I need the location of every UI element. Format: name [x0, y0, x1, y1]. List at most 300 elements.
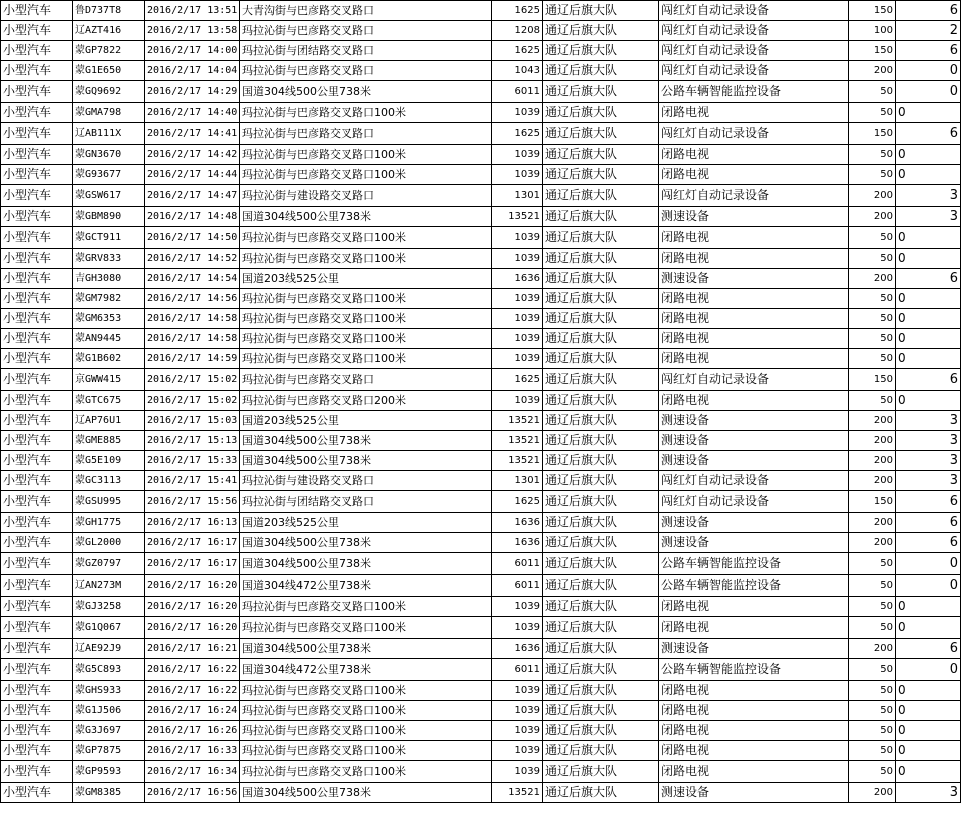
points-cell[interactable]: 0 — [896, 597, 961, 617]
datetime-cell[interactable]: 2016/2/17 14:52 — [145, 249, 240, 269]
vehicle-type-cell[interactable]: 小型汽车 — [1, 659, 73, 681]
datetime-cell[interactable]: 2016/2/17 14:59 — [145, 349, 240, 369]
table-row[interactable] — [1, 207, 961, 227]
location-cell[interactable]: 玛拉沁街与巴彦路交叉路口 — [240, 123, 492, 145]
points-cell[interactable]: 6 — [896, 123, 961, 145]
device-cell[interactable]: 闭路电视 — [659, 349, 849, 369]
location-cell[interactable]: 玛拉沁街与巴彦路交叉路口 — [240, 21, 492, 41]
team-cell[interactable]: 通辽后旗大队 — [543, 411, 659, 431]
fine-amount-cell[interactable]: 50 — [849, 249, 896, 269]
device-cell[interactable]: 公路车辆智能监控设备 — [659, 659, 849, 681]
plate-number-cell[interactable]: 辽AN273M — [73, 575, 145, 597]
violation-code-cell[interactable]: 1208 — [492, 21, 543, 41]
location-cell[interactable]: 国道304线500公里738米 — [240, 207, 492, 227]
violation-code-cell[interactable]: 1039 — [492, 227, 543, 249]
fine-amount-cell[interactable]: 100 — [849, 21, 896, 41]
table-row[interactable] — [1, 513, 961, 533]
location-cell[interactable]: 玛拉沁街与巴彦路交叉路口100米 — [240, 165, 492, 185]
device-cell[interactable]: 闯红灯自动记录设备 — [659, 41, 849, 61]
fine-amount-cell[interactable]: 200 — [849, 639, 896, 659]
team-cell[interactable]: 通辽后旗大队 — [543, 639, 659, 659]
fine-amount-cell[interactable]: 200 — [849, 783, 896, 803]
team-cell[interactable]: 通辽后旗大队 — [543, 659, 659, 681]
points-cell[interactable]: 0 — [896, 741, 961, 761]
team-cell[interactable]: 通辽后旗大队 — [543, 81, 659, 103]
location-cell[interactable]: 国道304线500公里738米 — [240, 783, 492, 803]
plate-number-cell[interactable]: 蒙GJ3258 — [73, 597, 145, 617]
datetime-cell[interactable]: 2016/2/17 14:48 — [145, 207, 240, 227]
team-cell[interactable]: 通辽后旗大队 — [543, 349, 659, 369]
violation-code-cell[interactable]: 1625 — [492, 123, 543, 145]
datetime-cell[interactable]: 2016/2/17 14:50 — [145, 227, 240, 249]
device-cell[interactable]: 测速设备 — [659, 513, 849, 533]
violation-code-cell[interactable]: 1039 — [492, 741, 543, 761]
fine-amount-cell[interactable]: 150 — [849, 123, 896, 145]
team-cell[interactable]: 通辽后旗大队 — [543, 207, 659, 227]
plate-number-cell[interactable]: 蒙GMA798 — [73, 103, 145, 123]
plate-number-cell[interactable]: 蒙G1E650 — [73, 61, 145, 81]
vehicle-type-cell[interactable]: 小型汽车 — [1, 431, 73, 451]
fine-amount-cell[interactable]: 200 — [849, 411, 896, 431]
device-cell[interactable]: 测速设备 — [659, 451, 849, 471]
location-cell[interactable]: 国道304线500公里738米 — [240, 533, 492, 553]
violation-code-cell[interactable]: 1039 — [492, 329, 543, 349]
datetime-cell[interactable]: 2016/2/17 14:44 — [145, 165, 240, 185]
vehicle-type-cell[interactable]: 小型汽车 — [1, 249, 73, 269]
vehicle-type-cell[interactable]: 小型汽车 — [1, 491, 73, 513]
device-cell[interactable]: 公路车辆智能监控设备 — [659, 575, 849, 597]
violation-code-cell[interactable]: 1039 — [492, 681, 543, 701]
datetime-cell[interactable]: 2016/2/17 14:29 — [145, 81, 240, 103]
team-cell[interactable]: 通辽后旗大队 — [543, 269, 659, 289]
location-cell[interactable]: 国道203线525公里 — [240, 411, 492, 431]
team-cell[interactable]: 通辽后旗大队 — [543, 471, 659, 491]
device-cell[interactable]: 闭路电视 — [659, 681, 849, 701]
datetime-cell[interactable]: 2016/2/17 16:26 — [145, 721, 240, 741]
points-cell[interactable]: 0 — [896, 227, 961, 249]
location-cell[interactable]: 国道304线500公里738米 — [240, 451, 492, 471]
fine-amount-cell[interactable]: 50 — [849, 165, 896, 185]
datetime-cell[interactable]: 2016/2/17 14:56 — [145, 289, 240, 309]
vehicle-type-cell[interactable]: 小型汽车 — [1, 575, 73, 597]
vehicle-type-cell[interactable]: 小型汽车 — [1, 681, 73, 701]
violation-code-cell[interactable]: 6011 — [492, 575, 543, 597]
fine-amount-cell[interactable]: 150 — [849, 1, 896, 21]
team-cell[interactable]: 通辽后旗大队 — [543, 451, 659, 471]
device-cell[interactable]: 闭路电视 — [659, 309, 849, 329]
device-cell[interactable]: 闯红灯自动记录设备 — [659, 21, 849, 41]
device-cell[interactable]: 闭路电视 — [659, 165, 849, 185]
table-row[interactable] — [1, 491, 961, 513]
vehicle-type-cell[interactable]: 小型汽车 — [1, 741, 73, 761]
points-cell[interactable]: 0 — [896, 553, 961, 575]
fine-amount-cell[interactable]: 50 — [849, 227, 896, 249]
vehicle-type-cell[interactable]: 小型汽车 — [1, 165, 73, 185]
violation-code-cell[interactable]: 1301 — [492, 185, 543, 207]
datetime-cell[interactable]: 2016/2/17 16:22 — [145, 681, 240, 701]
fine-amount-cell[interactable]: 200 — [849, 269, 896, 289]
vehicle-type-cell[interactable]: 小型汽车 — [1, 783, 73, 803]
violation-code-cell[interactable]: 13521 — [492, 411, 543, 431]
team-cell[interactable]: 通辽后旗大队 — [543, 21, 659, 41]
fine-amount-cell[interactable]: 150 — [849, 369, 896, 391]
datetime-cell[interactable]: 2016/2/17 14:42 — [145, 145, 240, 165]
points-cell[interactable]: 2 — [896, 21, 961, 41]
location-cell[interactable]: 国道304线500公里738米 — [240, 81, 492, 103]
vehicle-type-cell[interactable]: 小型汽车 — [1, 81, 73, 103]
location-cell[interactable]: 国道304线500公里738米 — [240, 639, 492, 659]
plate-number-cell[interactable]: 蒙GCT911 — [73, 227, 145, 249]
location-cell[interactable]: 玛拉沁街与巴彦路交叉路口100米 — [240, 617, 492, 639]
plate-number-cell[interactable]: 蒙G5C893 — [73, 659, 145, 681]
plate-number-cell[interactable]: 蒙G93677 — [73, 165, 145, 185]
vehicle-type-cell[interactable]: 小型汽车 — [1, 553, 73, 575]
table-row[interactable] — [1, 721, 961, 741]
plate-number-cell[interactable]: 蒙GHS933 — [73, 681, 145, 701]
location-cell[interactable]: 玛拉沁街与巴彦路交叉路口 — [240, 61, 492, 81]
points-cell[interactable]: 6 — [896, 491, 961, 513]
table-row[interactable] — [1, 123, 961, 145]
plate-number-cell[interactable]: 蒙GP7822 — [73, 41, 145, 61]
table-row[interactable] — [1, 391, 961, 411]
fine-amount-cell[interactable]: 50 — [849, 329, 896, 349]
violation-code-cell[interactable]: 1039 — [492, 391, 543, 411]
violation-code-cell[interactable]: 6011 — [492, 659, 543, 681]
location-cell[interactable]: 国道203线525公里 — [240, 269, 492, 289]
table-row[interactable] — [1, 451, 961, 471]
table-row[interactable] — [1, 61, 961, 81]
device-cell[interactable]: 闯红灯自动记录设备 — [659, 61, 849, 81]
table-row[interactable] — [1, 103, 961, 123]
datetime-cell[interactable]: 2016/2/17 13:51 — [145, 1, 240, 21]
device-cell[interactable]: 闭路电视 — [659, 103, 849, 123]
vehicle-type-cell[interactable]: 小型汽车 — [1, 391, 73, 411]
vehicle-type-cell[interactable]: 小型汽车 — [1, 227, 73, 249]
location-cell[interactable]: 玛拉沁街与巴彦路交叉路口100米 — [240, 145, 492, 165]
fine-amount-cell[interactable]: 200 — [849, 451, 896, 471]
points-cell[interactable]: 6 — [896, 639, 961, 659]
team-cell[interactable]: 通辽后旗大队 — [543, 329, 659, 349]
team-cell[interactable]: 通辽后旗大队 — [543, 513, 659, 533]
datetime-cell[interactable]: 2016/2/17 14:58 — [145, 329, 240, 349]
plate-number-cell[interactable]: 蒙GBM890 — [73, 207, 145, 227]
vehicle-type-cell[interactable]: 小型汽车 — [1, 639, 73, 659]
team-cell[interactable]: 通辽后旗大队 — [543, 309, 659, 329]
violation-code-cell[interactable]: 1636 — [492, 513, 543, 533]
device-cell[interactable]: 公路车辆智能监控设备 — [659, 81, 849, 103]
violation-code-cell[interactable]: 6011 — [492, 81, 543, 103]
device-cell[interactable]: 闯红灯自动记录设备 — [659, 491, 849, 513]
points-cell[interactable]: 3 — [896, 783, 961, 803]
vehicle-type-cell[interactable]: 小型汽车 — [1, 411, 73, 431]
plate-number-cell[interactable]: 蒙GN3670 — [73, 145, 145, 165]
fine-amount-cell[interactable]: 50 — [849, 721, 896, 741]
plate-number-cell[interactable]: 辽AE92J9 — [73, 639, 145, 659]
violation-code-cell[interactable]: 1043 — [492, 61, 543, 81]
datetime-cell[interactable]: 2016/2/17 14:40 — [145, 103, 240, 123]
team-cell[interactable]: 通辽后旗大队 — [543, 145, 659, 165]
violation-code-cell[interactable]: 1039 — [492, 165, 543, 185]
datetime-cell[interactable]: 2016/2/17 15:56 — [145, 491, 240, 513]
datetime-cell[interactable]: 2016/2/17 16:20 — [145, 617, 240, 639]
vehicle-type-cell[interactable]: 小型汽车 — [1, 145, 73, 165]
datetime-cell[interactable]: 2016/2/17 16:13 — [145, 513, 240, 533]
team-cell[interactable]: 通辽后旗大队 — [543, 391, 659, 411]
violation-code-cell[interactable]: 1039 — [492, 597, 543, 617]
points-cell[interactable]: 3 — [896, 471, 961, 491]
datetime-cell[interactable]: 2016/2/17 15:33 — [145, 451, 240, 471]
plate-number-cell[interactable]: 蒙GH1775 — [73, 513, 145, 533]
vehicle-type-cell[interactable]: 小型汽车 — [1, 369, 73, 391]
plate-number-cell[interactable]: 蒙AN9445 — [73, 329, 145, 349]
points-cell[interactable]: 6 — [896, 269, 961, 289]
violation-code-cell[interactable]: 1039 — [492, 701, 543, 721]
team-cell[interactable]: 通辽后旗大队 — [543, 123, 659, 145]
points-cell[interactable]: 6 — [896, 513, 961, 533]
location-cell[interactable]: 玛拉沁街与巴彦路交叉路口100米 — [240, 309, 492, 329]
device-cell[interactable]: 闭路电视 — [659, 289, 849, 309]
violation-code-cell[interactable]: 1625 — [492, 41, 543, 61]
points-cell[interactable]: 6 — [896, 41, 961, 61]
vehicle-type-cell[interactable]: 小型汽车 — [1, 533, 73, 553]
points-cell[interactable]: 0 — [896, 103, 961, 123]
device-cell[interactable]: 公路车辆智能监控设备 — [659, 553, 849, 575]
vehicle-type-cell[interactable]: 小型汽车 — [1, 61, 73, 81]
datetime-cell[interactable]: 2016/2/17 15:13 — [145, 431, 240, 451]
team-cell[interactable]: 通辽后旗大队 — [543, 761, 659, 783]
team-cell[interactable]: 通辽后旗大队 — [543, 575, 659, 597]
location-cell[interactable]: 玛拉沁街与巴彦路交叉路口100米 — [240, 597, 492, 617]
points-cell[interactable]: 0 — [896, 289, 961, 309]
points-cell[interactable]: 3 — [896, 451, 961, 471]
fine-amount-cell[interactable]: 50 — [849, 103, 896, 123]
points-cell[interactable]: 6 — [896, 1, 961, 21]
datetime-cell[interactable]: 2016/2/17 16:21 — [145, 639, 240, 659]
table-row[interactable] — [1, 227, 961, 249]
datetime-cell[interactable]: 2016/2/17 16:17 — [145, 533, 240, 553]
fine-amount-cell[interactable]: 200 — [849, 513, 896, 533]
fine-amount-cell[interactable]: 50 — [849, 289, 896, 309]
fine-amount-cell[interactable]: 50 — [849, 575, 896, 597]
violation-code-cell[interactable]: 1636 — [492, 533, 543, 553]
fine-amount-cell[interactable]: 50 — [849, 761, 896, 783]
vehicle-type-cell[interactable]: 小型汽车 — [1, 471, 73, 491]
plate-number-cell[interactable]: 鲁D737T8 — [73, 1, 145, 21]
device-cell[interactable]: 测速设备 — [659, 533, 849, 553]
table-row[interactable] — [1, 761, 961, 783]
violation-code-cell[interactable]: 1301 — [492, 471, 543, 491]
plate-number-cell[interactable]: 蒙GM8385 — [73, 783, 145, 803]
location-cell[interactable]: 玛拉沁街与巴彦路交叉路口100米 — [240, 761, 492, 783]
datetime-cell[interactable]: 2016/2/17 15:03 — [145, 411, 240, 431]
plate-number-cell[interactable]: 蒙GP7875 — [73, 741, 145, 761]
points-cell[interactable]: 0 — [896, 349, 961, 369]
vehicle-type-cell[interactable]: 小型汽车 — [1, 329, 73, 349]
table-row[interactable] — [1, 41, 961, 61]
violation-code-cell[interactable]: 1039 — [492, 145, 543, 165]
points-cell[interactable]: 0 — [896, 309, 961, 329]
fine-amount-cell[interactable]: 50 — [849, 659, 896, 681]
vehicle-type-cell[interactable]: 小型汽车 — [1, 103, 73, 123]
datetime-cell[interactable]: 2016/2/17 14:04 — [145, 61, 240, 81]
vehicle-type-cell[interactable]: 小型汽车 — [1, 207, 73, 227]
datetime-cell[interactable]: 2016/2/17 15:02 — [145, 391, 240, 411]
datetime-cell[interactable]: 2016/2/17 15:41 — [145, 471, 240, 491]
plate-number-cell[interactable]: 蒙G3J697 — [73, 721, 145, 741]
plate-number-cell[interactable]: 蒙G1J506 — [73, 701, 145, 721]
location-cell[interactable]: 玛拉沁街与巴彦路交叉路口100米 — [240, 349, 492, 369]
table-row[interactable] — [1, 701, 961, 721]
vehicle-type-cell[interactable]: 小型汽车 — [1, 513, 73, 533]
device-cell[interactable]: 闭路电视 — [659, 701, 849, 721]
plate-number-cell[interactable]: 京GWW415 — [73, 369, 145, 391]
team-cell[interactable]: 通辽后旗大队 — [543, 41, 659, 61]
location-cell[interactable]: 玛拉沁街与巴彦路交叉路口100米 — [240, 289, 492, 309]
device-cell[interactable]: 测速设备 — [659, 207, 849, 227]
fine-amount-cell[interactable]: 200 — [849, 61, 896, 81]
violation-code-cell[interactable]: 13521 — [492, 451, 543, 471]
team-cell[interactable]: 通辽后旗大队 — [543, 597, 659, 617]
table-row[interactable] — [1, 1, 961, 21]
datetime-cell[interactable]: 2016/2/17 14:54 — [145, 269, 240, 289]
plate-number-cell[interactable]: 蒙GM6353 — [73, 309, 145, 329]
datetime-cell[interactable]: 2016/2/17 16:20 — [145, 575, 240, 597]
violation-code-cell[interactable]: 1625 — [492, 491, 543, 513]
location-cell[interactable]: 玛拉沁街与巴彦路交叉路口100米 — [240, 741, 492, 761]
violation-code-cell[interactable]: 1636 — [492, 639, 543, 659]
plate-number-cell[interactable]: 蒙GM7982 — [73, 289, 145, 309]
violation-code-cell[interactable]: 1039 — [492, 103, 543, 123]
device-cell[interactable]: 闭路电视 — [659, 391, 849, 411]
datetime-cell[interactable]: 2016/2/17 13:58 — [145, 21, 240, 41]
datetime-cell[interactable]: 2016/2/17 16:34 — [145, 761, 240, 783]
table-row[interactable] — [1, 185, 961, 207]
fine-amount-cell[interactable]: 50 — [849, 617, 896, 639]
table-row[interactable] — [1, 369, 961, 391]
violation-code-cell[interactable]: 1039 — [492, 289, 543, 309]
table-row[interactable] — [1, 249, 961, 269]
vehicle-type-cell[interactable]: 小型汽车 — [1, 349, 73, 369]
fine-amount-cell[interactable]: 50 — [849, 701, 896, 721]
vehicle-type-cell[interactable]: 小型汽车 — [1, 721, 73, 741]
table-row[interactable] — [1, 741, 961, 761]
fine-amount-cell[interactable]: 50 — [849, 741, 896, 761]
location-cell[interactable]: 玛拉沁街与巴彦路交叉路口100米 — [240, 249, 492, 269]
device-cell[interactable]: 测速设备 — [659, 639, 849, 659]
team-cell[interactable]: 通辽后旗大队 — [543, 249, 659, 269]
location-cell[interactable]: 国道304线472公里738米 — [240, 659, 492, 681]
points-cell[interactable]: 0 — [896, 329, 961, 349]
location-cell[interactable]: 玛拉沁街与团结路交叉路口 — [240, 41, 492, 61]
fine-amount-cell[interactable]: 50 — [849, 681, 896, 701]
device-cell[interactable]: 测速设备 — [659, 431, 849, 451]
plate-number-cell[interactable]: 蒙GZ0797 — [73, 553, 145, 575]
vehicle-type-cell[interactable]: 小型汽车 — [1, 185, 73, 207]
points-cell[interactable]: 3 — [896, 185, 961, 207]
datetime-cell[interactable]: 2016/2/17 16:33 — [145, 741, 240, 761]
plate-number-cell[interactable]: 蒙GL2000 — [73, 533, 145, 553]
points-cell[interactable]: 0 — [896, 391, 961, 411]
location-cell[interactable]: 玛拉沁街与巴彦路交叉路口100米 — [240, 701, 492, 721]
table-row[interactable] — [1, 553, 961, 575]
team-cell[interactable]: 通辽后旗大队 — [543, 681, 659, 701]
fine-amount-cell[interactable]: 200 — [849, 533, 896, 553]
location-cell[interactable]: 玛拉沁街与巴彦路交叉路口100米 — [240, 721, 492, 741]
points-cell[interactable]: 0 — [896, 701, 961, 721]
fine-amount-cell[interactable]: 200 — [849, 207, 896, 227]
violation-code-cell[interactable]: 13521 — [492, 783, 543, 803]
device-cell[interactable]: 闭路电视 — [659, 145, 849, 165]
datetime-cell[interactable]: 2016/2/17 16:24 — [145, 701, 240, 721]
device-cell[interactable]: 闭路电视 — [659, 227, 849, 249]
team-cell[interactable]: 通辽后旗大队 — [543, 369, 659, 391]
location-cell[interactable]: 玛拉沁街与巴彦路交叉路口100米 — [240, 227, 492, 249]
table-row[interactable] — [1, 81, 961, 103]
points-cell[interactable]: 0 — [896, 61, 961, 81]
device-cell[interactable]: 测速设备 — [659, 783, 849, 803]
location-cell[interactable]: 玛拉沁街与团结路交叉路口 — [240, 491, 492, 513]
table-row[interactable] — [1, 411, 961, 431]
points-cell[interactable]: 3 — [896, 431, 961, 451]
violation-code-cell[interactable]: 1039 — [492, 617, 543, 639]
team-cell[interactable]: 通辽后旗大队 — [543, 289, 659, 309]
points-cell[interactable]: 0 — [896, 81, 961, 103]
team-cell[interactable]: 通辽后旗大队 — [543, 61, 659, 81]
violation-code-cell[interactable]: 1039 — [492, 721, 543, 741]
datetime-cell[interactable]: 2016/2/17 14:58 — [145, 309, 240, 329]
datetime-cell[interactable]: 2016/2/17 14:00 — [145, 41, 240, 61]
table-row[interactable] — [1, 783, 961, 803]
table-row[interactable] — [1, 431, 961, 451]
datetime-cell[interactable]: 2016/2/17 14:41 — [145, 123, 240, 145]
plate-number-cell[interactable]: 蒙GQ9692 — [73, 81, 145, 103]
device-cell[interactable]: 测速设备 — [659, 411, 849, 431]
table-row[interactable] — [1, 659, 961, 681]
violation-code-cell[interactable]: 1039 — [492, 249, 543, 269]
points-cell[interactable]: 0 — [896, 249, 961, 269]
plate-number-cell[interactable]: 蒙G1Q067 — [73, 617, 145, 639]
points-cell[interactable]: 0 — [896, 145, 961, 165]
points-cell[interactable]: 3 — [896, 207, 961, 227]
plate-number-cell[interactable]: 蒙GRV833 — [73, 249, 145, 269]
points-cell[interactable]: 0 — [896, 721, 961, 741]
table-row[interactable] — [1, 349, 961, 369]
device-cell[interactable]: 闭路电视 — [659, 741, 849, 761]
team-cell[interactable]: 通辽后旗大队 — [543, 227, 659, 249]
device-cell[interactable]: 闭路电视 — [659, 597, 849, 617]
team-cell[interactable]: 通辽后旗大队 — [543, 701, 659, 721]
vehicle-type-cell[interactable]: 小型汽车 — [1, 617, 73, 639]
team-cell[interactable]: 通辽后旗大队 — [543, 185, 659, 207]
plate-number-cell[interactable]: 辽AP76U1 — [73, 411, 145, 431]
team-cell[interactable]: 通辽后旗大队 — [543, 783, 659, 803]
points-cell[interactable]: 0 — [896, 575, 961, 597]
device-cell[interactable]: 闯红灯自动记录设备 — [659, 185, 849, 207]
points-cell[interactable]: 0 — [896, 165, 961, 185]
fine-amount-cell[interactable]: 150 — [849, 41, 896, 61]
fine-amount-cell[interactable]: 50 — [849, 309, 896, 329]
plate-number-cell[interactable]: 蒙GME885 — [73, 431, 145, 451]
vehicle-type-cell[interactable]: 小型汽车 — [1, 1, 73, 21]
device-cell[interactable]: 闯红灯自动记录设备 — [659, 471, 849, 491]
table-row[interactable] — [1, 533, 961, 553]
vehicle-type-cell[interactable]: 小型汽车 — [1, 597, 73, 617]
fine-amount-cell[interactable]: 200 — [849, 431, 896, 451]
location-cell[interactable]: 玛拉沁街与建设路交叉路口 — [240, 471, 492, 491]
team-cell[interactable]: 通辽后旗大队 — [543, 533, 659, 553]
device-cell[interactable]: 闯红灯自动记录设备 — [659, 1, 849, 21]
violation-code-cell[interactable]: 1636 — [492, 269, 543, 289]
